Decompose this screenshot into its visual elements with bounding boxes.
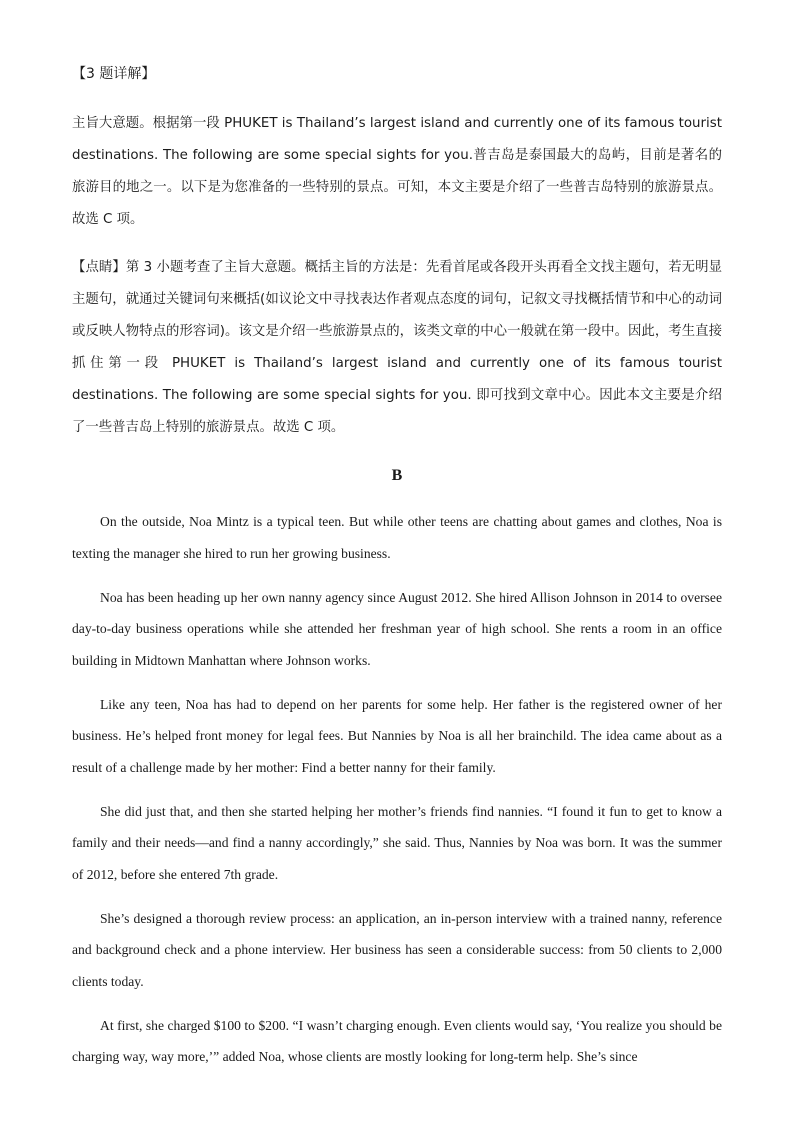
passage-paragraph: On the outside, Noa Mintz is a typical teen. But while other teens are chatting about games and clothes, Noa is texting the manager she hired to run her growing business. — [72, 514, 722, 561]
answer-explanation: 主旨大意题。根据第一段 PHUKET is Thailand’s largest island and currently one of its famous tourist destinations. The following are some special sights for you.普吉岛是泰国最大的岛屿，目前是著名的旅游目的地之一。以下是为您准备的一些特别的景点。可知，本文主要是介绍了一些普吉岛特别的旅游景点。故选 C 项。 — [72, 116, 722, 227]
answer-heading: 【3 题详解】 — [72, 66, 156, 82]
passage-title: B — [391, 467, 403, 484]
passage-paragraph: Noa has been heading up her own nanny agency since August 2012. She hired Allison Johnson in 2014 to oversee day-to-day business operations while she attended her freshman year of high school. She rents a room in an office building in Midtown Manhattan where Johnson works. — [72, 589, 722, 668]
document-page — [72, 62, 722, 1085]
passage-paragraph: She did just that, and then she started helping her mother’s friends find nannies. “I found it fun to get to know a family and their needs—and find a nanny accordingly,” she said. Thus, Nannies by Noa was born. It was the summer of 2012, before she entered 7th grade. — [72, 803, 722, 882]
passage-paragraph: Like any teen, Noa has had to depend on her parents for some help. Her father is the registered owner of her business. He’s helped front money for legal fees. But Nannies by Noa is all her brainchild. The idea came about as a result of a challenge made by her mother: Find a better nanny for their family. — [72, 696, 722, 775]
answer-tip: 【点睛】第 3 小题考查了主旨大意题。概括主旨的方法是：先看首尾或各段开头再看全文找主题句，若无明显主题句，就通过关键词句来概括(如议论文中寻找表达作者观点态度的词句，记叙文寻找概括情节和中心的动词或反映人物特点的形容词)。该文是介绍一些旅游景点的，该类文章的中心一般就在第一段中。因此，考生直接抓住第一段 PHUKET is Thailand’s largest island and currently one of its famous tourist destinations. The following are some special sights for you. 即可找到文章中心。因此本文主要是介绍了一些普吉岛上特别的旅游景点。故选 C 项。 — [72, 260, 722, 435]
passage-paragraph: She’s designed a thorough review process: an application, an in-person interview with a trained nanny, reference and background check and a phone interview. Her business has seen a considerable success: from 50 clients to 2,000 clients today. — [72, 910, 722, 989]
passage-paragraph: At first, she charged $100 to $200. “I wasn’t charging enough. Even clients would say, ‘You realize you should be charging way, way more,’” added Noa, whose clients are mostly looking for long-term help. She’s since — [72, 1017, 722, 1064]
